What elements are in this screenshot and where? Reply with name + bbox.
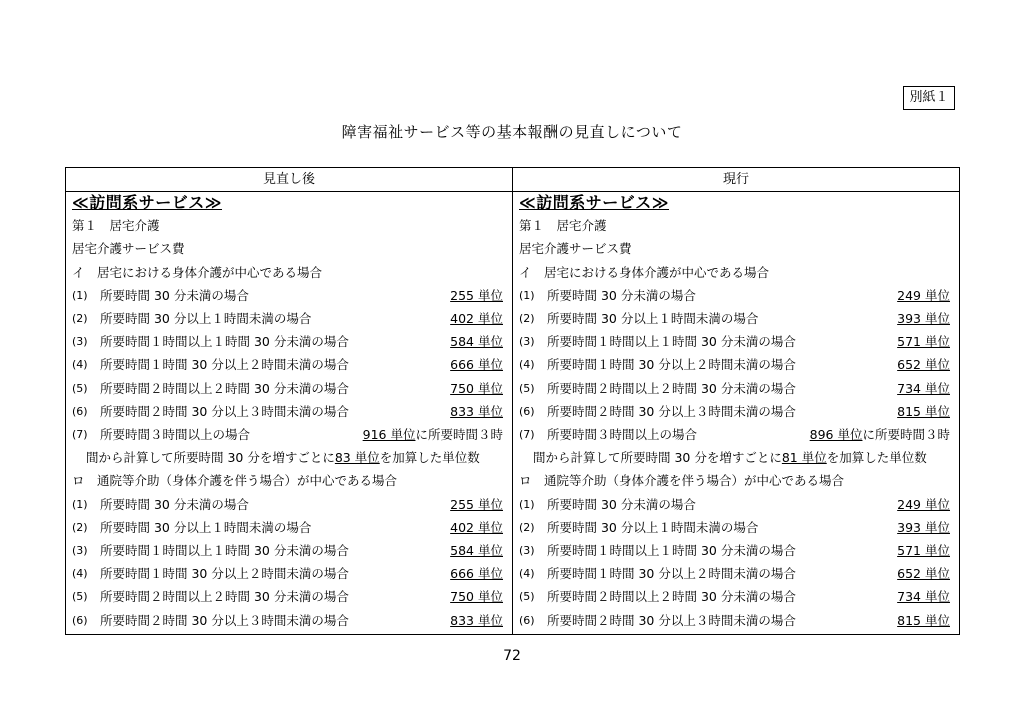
item-text: 所要時間 30 分以上１時間未満の場合 [100, 519, 312, 535]
item-text: 所要時間 30 分未満の場合 [547, 287, 696, 303]
unit-amount: 652 単位 [897, 357, 950, 373]
item7-amount-phrase [810, 423, 950, 446]
unit-amount: 402 単位 [450, 519, 503, 535]
unit-amount: 571 単位 [897, 334, 950, 350]
subsection-heading-i [519, 261, 950, 284]
list-item [519, 377, 950, 400]
unit-amount: 584 単位 [450, 334, 503, 350]
item-text: 所要時間１時間以上１時間 30 分未満の場合 [100, 334, 349, 350]
left-column-header: 見直し後 [262, 172, 315, 187]
subsection-heading-ro [72, 469, 503, 492]
item7-mid-text: に所要時間３時 [862, 427, 950, 442]
unit-amount: 393 単位 [897, 311, 950, 326]
item7-amount-phrase [363, 423, 503, 446]
list-item [72, 284, 503, 307]
item-text: 所要時間１時間以上１時間 30 分未満の場合 [100, 543, 349, 558]
subsection-title: ロ 通院等介助（身体介護を伴う場合）が中心である場合 [519, 473, 845, 489]
annex-label: 別紙１ [903, 86, 955, 110]
unit-amount: 734 単位 [897, 589, 950, 605]
item-number: (6) [519, 404, 535, 418]
list-item [519, 562, 950, 585]
section-heading [519, 191, 950, 214]
list-item [519, 493, 950, 516]
list-item-7 [72, 423, 503, 446]
list-item [519, 585, 950, 608]
unit-amount: 916 単位 [362, 427, 416, 442]
item7-mid-text: に所要時間３時 [415, 427, 503, 442]
list-item-7-continuation [519, 446, 950, 469]
list-item [72, 330, 503, 353]
list-item [72, 400, 503, 423]
item-text: 所要時間１時間 30 分以上２時間未満の場合 [100, 566, 349, 582]
list-item-7 [519, 423, 950, 446]
unit-amount: 833 単位 [450, 403, 503, 419]
item-text: 所要時間 30 分未満の場合 [547, 496, 696, 512]
continuation-pre: 間から計算して所要時間 30 分を増すごとに [533, 450, 782, 466]
list-item [72, 585, 503, 608]
list-item [72, 516, 503, 539]
item-text: 所要時間１時間以上１時間 30 分未満の場合 [547, 334, 796, 350]
list-item [519, 353, 950, 376]
unit-amount: 666 単位 [450, 357, 503, 373]
item-number: (4) [72, 567, 88, 581]
list-item [72, 539, 503, 562]
list-item [519, 284, 950, 307]
item7-continuation-text [86, 446, 480, 469]
item-text: 所要時間２時間 30 分以上３時間未満の場合 [100, 403, 349, 419]
item-text: 所要時間２時間 30 分以上３時間未満の場合 [547, 403, 796, 419]
item-text: 所要時間１時間 30 分以上２時間未満の場合 [547, 566, 796, 582]
item-number: (5) [519, 381, 535, 395]
comparison-table [65, 167, 960, 635]
item-text: 所要時間２時間以上２時間 30 分未満の場合 [547, 589, 796, 605]
list-item [519, 330, 950, 353]
subsection-title: ロ 通院等介助（身体介護を伴う場合）が中心である場合 [72, 473, 398, 489]
unit-amount: 393 単位 [897, 519, 950, 535]
item-number: (3) [519, 544, 535, 557]
item-number: (1) [72, 288, 88, 302]
item-text: 所要時間 30 分以上１時間未満の場合 [100, 311, 312, 326]
document-title: 障害福祉サービス等の基本報酬の見直しについて [341, 123, 683, 141]
continuation-amount: 81 単位 [781, 450, 827, 466]
item-number: (1) [519, 288, 535, 302]
chapter-heading [519, 214, 950, 237]
page-number: 72 [503, 648, 521, 664]
list-item [72, 562, 503, 585]
item-text: 所要時間１時間 30 分以上２時間未満の場合 [100, 357, 349, 373]
list-item [72, 493, 503, 516]
item-number: (5) [72, 381, 88, 395]
item-text: 所要時間３時間以上の場合 [547, 427, 698, 442]
list-item [519, 400, 950, 423]
unit-amount: 255 単位 [450, 496, 503, 512]
list-item [519, 307, 950, 330]
list-item [519, 539, 950, 562]
unit-amount: 833 単位 [450, 612, 503, 628]
item7-continuation-text [533, 446, 927, 469]
subsection-heading-ro [519, 469, 950, 492]
subsection-title: イ 居宅における身体介護が中心である場合 [519, 264, 770, 280]
chapter-heading [72, 214, 503, 237]
item-text: 所要時間２時間 30 分以上３時間未満の場合 [547, 612, 796, 628]
item-number: (1) [72, 497, 88, 511]
item-text: 所要時間２時間以上２時間 30 分未満の場合 [100, 380, 349, 396]
unit-amount: 255 単位 [450, 287, 503, 303]
unit-amount: 571 単位 [897, 543, 950, 558]
item-number: (2) [72, 312, 88, 325]
chapter-title: 第１ 居宅介護 [519, 218, 607, 234]
fee-name [519, 237, 950, 260]
unit-amount: 734 単位 [897, 380, 950, 396]
continuation-post: を加算した単位数 [379, 450, 480, 466]
list-item [519, 516, 950, 539]
column-divider [512, 168, 513, 634]
item-number: (4) [519, 567, 535, 581]
unit-amount: 652 単位 [897, 566, 950, 582]
unit-amount: 750 単位 [450, 380, 503, 396]
item-number: (7) [72, 428, 88, 441]
unit-amount: 815 単位 [897, 612, 950, 628]
fee-name-text: 居宅介護サービス費 [72, 241, 185, 257]
item-text: 所要時間２時間以上２時間 30 分未満の場合 [100, 589, 349, 605]
list-item [519, 609, 950, 632]
continuation-pre: 間から計算して所要時間 30 分を増すごとに [86, 450, 335, 466]
subsection-heading-i [72, 261, 503, 284]
unit-amount: 249 単位 [897, 287, 950, 303]
section-heading [72, 191, 503, 214]
list-item [72, 307, 503, 330]
unit-amount: 896 単位 [809, 427, 863, 442]
continuation-amount: 83 単位 [334, 450, 380, 466]
unit-amount: 584 単位 [450, 543, 503, 558]
item-text: 所要時間 30 分以上１時間未満の場合 [547, 311, 759, 326]
fee-name-text: 居宅介護サービス費 [519, 241, 632, 257]
subsection-title: イ 居宅における身体介護が中心である場合 [72, 264, 323, 280]
item-number: (2) [519, 520, 535, 534]
item-number: (3) [519, 335, 535, 349]
unit-amount: 666 単位 [450, 566, 503, 582]
item-number: (5) [519, 590, 535, 604]
continuation-post: を加算した単位数 [826, 450, 927, 466]
list-item-7-continuation [72, 446, 503, 469]
item-number: (5) [72, 590, 88, 604]
item-number: (3) [72, 544, 88, 557]
item-text: 所要時間２時間 30 分以上３時間未満の場合 [100, 612, 349, 628]
item-number: (6) [72, 613, 88, 627]
item-number: (2) [72, 520, 88, 534]
item-number: (3) [72, 335, 88, 349]
list-item [72, 353, 503, 376]
item-number: (4) [519, 358, 535, 372]
list-item [72, 609, 503, 632]
fee-name [72, 237, 503, 260]
unit-amount: 750 単位 [450, 589, 503, 605]
item-text: 所要時間１時間以上１時間 30 分未満の場合 [547, 543, 796, 558]
chapter-title: 第１ 居宅介護 [72, 218, 160, 234]
section-title: ≪訪問系サービス≫ [519, 193, 670, 212]
item-number: (6) [72, 404, 88, 418]
item-number: (7) [519, 428, 535, 441]
section-title: ≪訪問系サービス≫ [72, 193, 223, 212]
item-number: (2) [519, 312, 535, 325]
item-text: 所要時間２時間以上２時間 30 分未満の場合 [547, 380, 796, 396]
item-text: 所要時間３時間以上の場合 [100, 427, 251, 442]
item-text: 所要時間 30 分以上１時間未満の場合 [547, 519, 759, 535]
right-column-header: 現行 [722, 172, 749, 187]
unit-amount: 815 単位 [897, 403, 950, 419]
unit-amount: 402 単位 [450, 311, 503, 326]
item-text: 所要時間 30 分未満の場合 [100, 287, 249, 303]
item-number: (6) [519, 613, 535, 627]
item-text: 所要時間１時間 30 分以上２時間未満の場合 [547, 357, 796, 373]
item-number: (4) [72, 358, 88, 372]
list-item [72, 377, 503, 400]
item-number: (1) [519, 497, 535, 511]
item-text: 所要時間 30 分未満の場合 [100, 496, 249, 512]
unit-amount: 249 単位 [897, 496, 950, 512]
